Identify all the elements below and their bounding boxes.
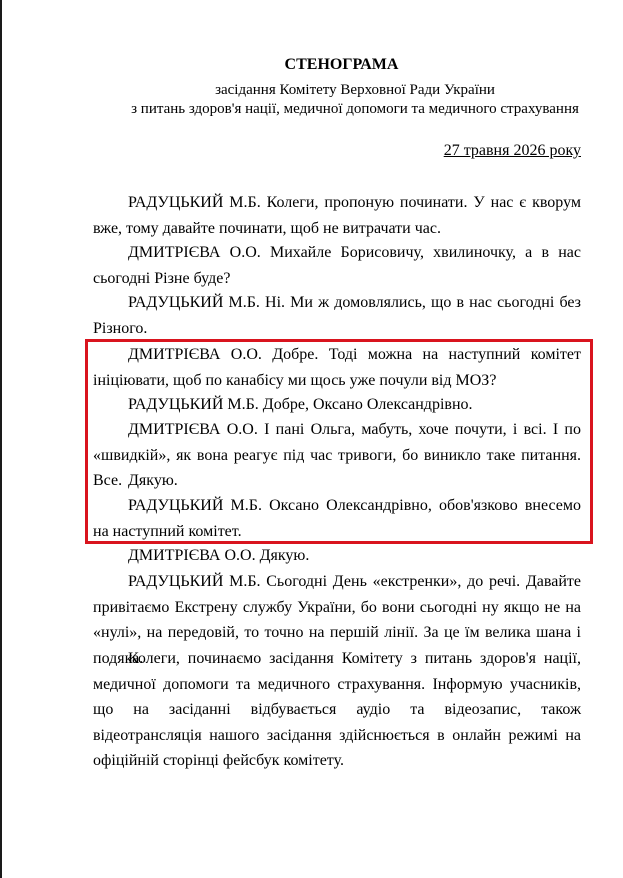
document-subtitle-line1: засідання Комітету Верховної Ради України (215, 82, 495, 98)
paragraph-8: РАДУЦЬКИЙ М.Б. Оксано Олександрівно, обов'язково внесемо на наступний комітет. (93, 497, 581, 540)
paragraph-10: РАДУЦЬКИЙ М.Б. Сьогодні День «екстренки», до речі. Давайте привітаємо Екстрену службу України, бо вони сьогодні ну якщо не на «нулі», на передовій, то точно на першій лінії. За це їм велика шана і подяка. (93, 573, 581, 667)
paragraph-7: Дякую. (128, 472, 178, 489)
highlight-box (85, 339, 593, 544)
paragraph-6: ДМИТРІЄВА О.О. І пані Ольга, мабуть, хоче почути, і всі. І по «швидкій», як вона реагує під час тривоги, бо виникло таке питання. Все. (93, 421, 581, 489)
document-subtitle-line2: з питань здоров'я нації, медичної допомоги та медичного страхування (131, 101, 579, 117)
document-title: СТЕНОГРАМА (284, 56, 399, 73)
document-date: 27 травня 2026 року (443, 142, 581, 159)
paragraph-11: Колеги, починаємо засідання Комітету з питань здоров'я нації, медичної допомоги та медичного страхування. Інформую учасників, що на засіданні відбувається аудіо та відеозапис, також відеотрансляція нашого засідання здійснюється в онлайн режимі на офіційній сторінці фейсбук комітету. (93, 650, 581, 769)
paragraph-9: ДМИТРІЄВА О.О. Дякую. (128, 547, 310, 564)
paragraph-5: РАДУЦЬКИЙ М.Б. Добре, Оксано Олександрівно. (128, 396, 473, 413)
page-left-edge (0, 0, 2, 878)
paragraph-2: ДМИТРІЄВА О.О. Михайле Борисовичу, хвилиночку, а в нас сьогодні Різне буде? (93, 244, 581, 287)
paragraph-4: ДМИТРІЄВА О.О. Добре. Тоді можна на наступний комітет ініціювати, щоб по канабісу ми щось уже почули від МОЗ? (93, 346, 581, 389)
paragraph-3: РАДУЦЬКИЙ М.Б. Ні. Ми ж домовлялись, що в нас сьогодні без Різного. (93, 294, 581, 337)
paragraph-1: РАДУЦЬКИЙ М.Б. Колеги, пропоную починати. У нас є кворум вже, тому давайте починати, щоб не витрачати час. (93, 194, 581, 237)
